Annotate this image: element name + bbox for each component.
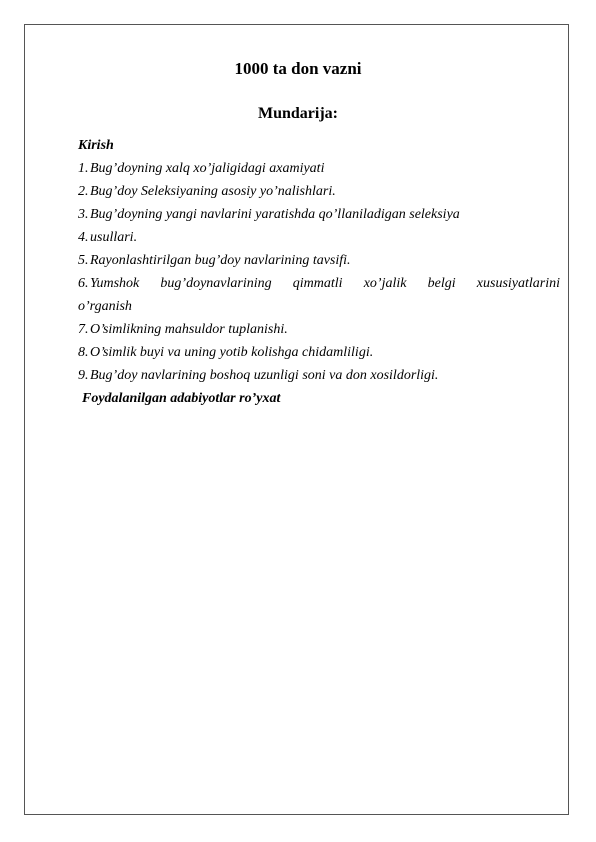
toc-item-2: 2. Bug’doy Seleksiyaning asosiy yo’nalishlari. bbox=[78, 184, 336, 199]
toc-intro: Kirish bbox=[78, 138, 114, 153]
toc-references: Foydalanilgan adabiyotlar ro’yxat bbox=[82, 391, 281, 406]
toc-item-6-text: Yumshok bug’doynavlarining qimmatli xo’jalik belgi xususiyatlarini bbox=[90, 276, 560, 291]
toc-item-7: 7. O’simlikning mahsuldor tuplanishi. bbox=[78, 322, 288, 337]
toc-item-6-continuation: o’rganish bbox=[78, 299, 132, 314]
toc-item-6: 6. Yumshok bug’doynavlarining qimmatli xo’jalik belgi xususiyatlarini o’rganish bbox=[78, 276, 560, 314]
toc-heading: Mundarija: bbox=[258, 105, 338, 122]
toc-item-8: 8. O’simlik buyi va uning yotib kolishga chidamliligi. bbox=[78, 345, 374, 360]
toc-item-1: 1. Bug’doyning xalq xo’jaligidagi axamiyati bbox=[78, 161, 325, 176]
toc-item-5: 5. Rayonlashtirilgan bug’doy navlarining tavsifi. bbox=[78, 253, 351, 268]
toc-item-3: 3. Bug’doyning yangi navlarini yaratishda qo’llaniladigan seleksiya bbox=[78, 207, 460, 222]
toc-item-4: 4. usullari. bbox=[78, 230, 138, 245]
toc-item-9: 9. Bug’doy navlarining boshoq uzunligi soni va don xosildorligi. bbox=[78, 368, 439, 383]
document-title: 1000 ta don vazni bbox=[234, 59, 362, 78]
table-of-contents bbox=[78, 134, 560, 410]
